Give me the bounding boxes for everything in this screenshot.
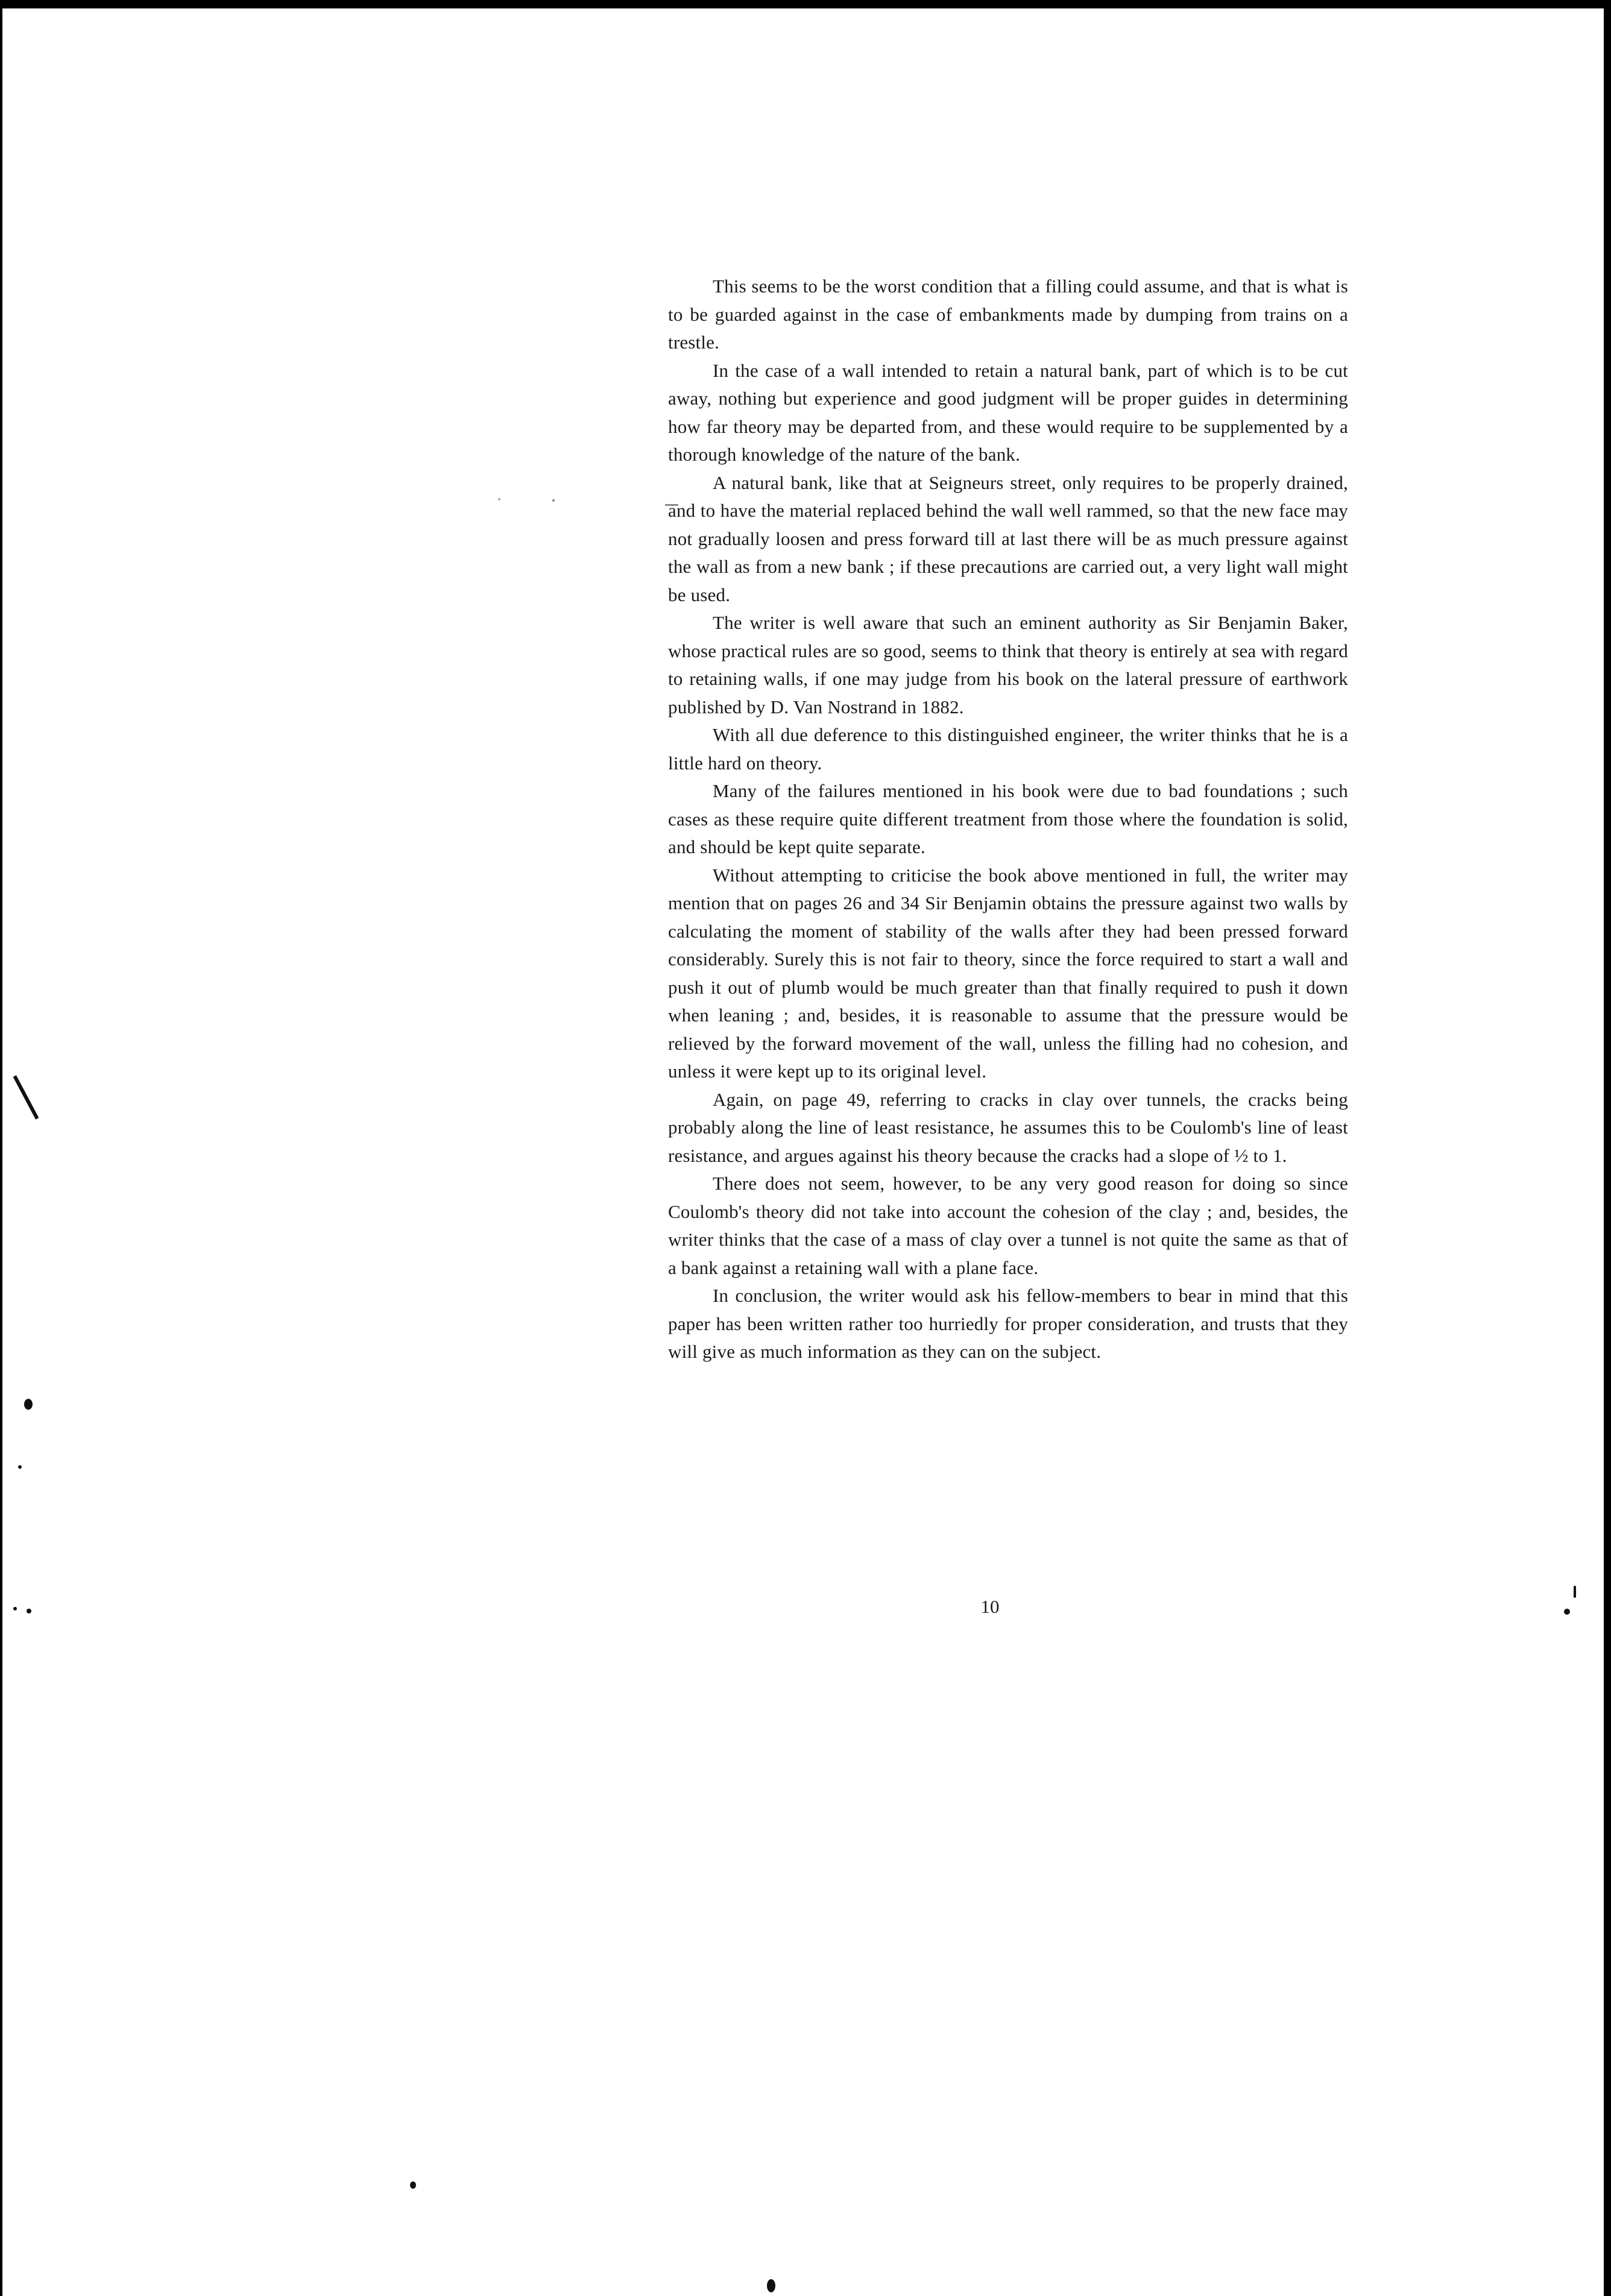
scan-artifact-speck: [498, 498, 500, 500]
paragraph: In the case of a wall intended to retain a natural bank, part of which is to be cut away, nothing but experience and good judgment will be proper guides in determining how far theory may be departed from, and these would require to be supplemented by a thorough knowledge of the nature of the bank.: [668, 359, 1348, 465]
scan-artifact-speck: [410, 2181, 416, 2189]
scan-artifact-speck: [27, 1609, 31, 1613]
paragraph: The writer is well aware that such an eminent authority as Sir Benjamin Baker, whose practical rules are so good, seems to think that theory is entirely at sea with regard to retaining walls, if one may judge from his book on the lateral pressure of earthwork published by D. Van Nostrand in 1882.: [668, 612, 1348, 718]
paragraph: This seems to be the worst condition that a filling could assume, and that is what is to be guarded against in the case of embankments made by dumping from trains on a trestle.: [668, 276, 1348, 353]
document-body: [668, 273, 1348, 1366]
scan-border-left: [0, 0, 2, 2296]
paragraph: There does not seem, however, to be any very good reason for doing so since Coulomb's theory did not take into account the cohesion of the clay ; and, besides, the writer thinks that the case of a mass of clay over a tunnel is not quite the same as that of a bank against a retaining wall with a plane face.: [668, 1173, 1348, 1278]
scan-artifact-slash: [13, 1075, 39, 1119]
scan-artifact-speck: [1574, 1586, 1576, 1598]
scan-border-right: [1604, 0, 1611, 2296]
scan-artifact-speck: [13, 1607, 17, 1610]
scan-artifact-speck: [1564, 1609, 1570, 1615]
scan-border-top: [0, 0, 1611, 8]
paragraph: Without attempting to criticise the book above mentioned in full, the writer may mention that on pages 26 and 34 Sir Benjamin obtains the pressure against two walls by calculating the moment of stability of the walls after they had been pressed forward considerably. Surely this is not fair to theory, since the force required to start a wall and push it out of plumb would be much greater than that finally required to push it down when leaning ; and, besides, it is reasonable to assume that the pressure would be relieved by the forward movement of the wall, unless the filling had no cohesion, and unless it were kept up to its original level.: [668, 864, 1348, 1082]
page-number: 10: [980, 1596, 1000, 1617]
paragraph: Many of the failures mentioned in his book were due to bad foundations ; such cases as these require quite different treatment from those where the foundation is solid, and should be kept quite separate.: [668, 780, 1348, 857]
scan-artifact-speck: [18, 1465, 22, 1469]
paragraph: A natural bank, like that at Seigneurs street, only requires to be properly drained, and to have the material replaced behind the wall well rammed, so that the new face may not gradually loosen and press forward till at last there will be as much pressure against the wall as from a new bank ; if these precautions are carried out, a very light wall might be used.: [668, 472, 1348, 605]
scan-artifact-speck: [552, 499, 555, 502]
paragraph: Again, on page 49, referring to cracks in clay over tunnels, the cracks being probably along the line of least resistance, he assumes this to be Coulomb's line of least resistance, and argues against his theory because the cracks had a slope of ½ to 1.: [668, 1088, 1348, 1166]
scan-artifact-speck: [767, 2279, 775, 2292]
scan-artifact-speck: [24, 1399, 33, 1410]
paragraph: With all due deference to this distinguished engineer, the writer thinks that he is a little hard on theory.: [668, 724, 1348, 774]
paragraph: In conclusion, the writer would ask his fellow-members to bear in mind that this paper has been written rather too hurriedly for proper consideration, and trusts that they will give as much information as they can on the subject.: [668, 1285, 1348, 1362]
